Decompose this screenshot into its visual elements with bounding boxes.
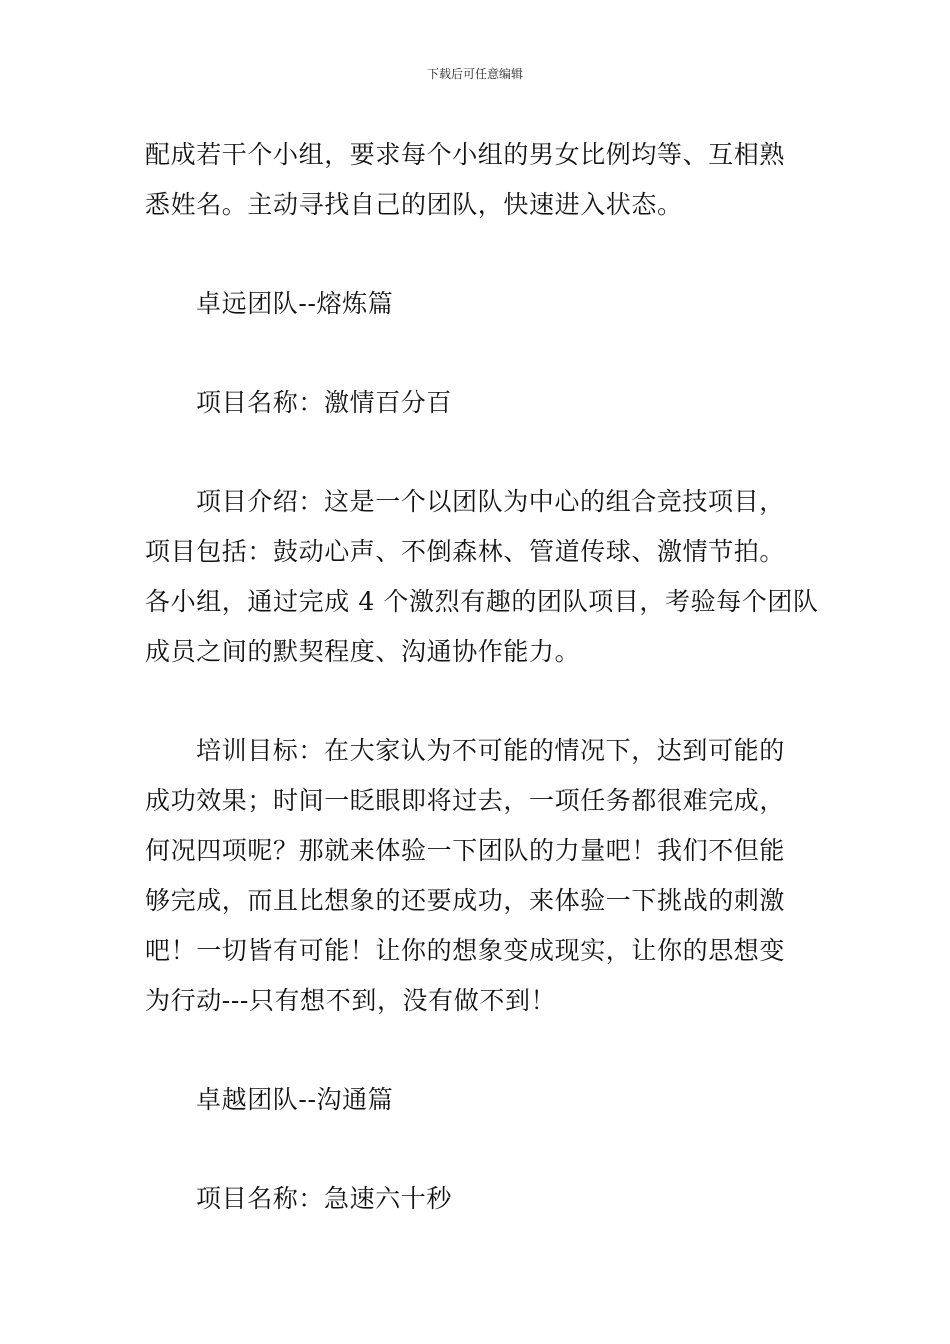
page-header: 下载后可任意编辑 [426, 67, 523, 81]
paragraph-gap [145, 677, 813, 726]
training-goal [145, 726, 813, 1026]
project-name-passion [145, 378, 813, 428]
text-line: 各小组，通过完成 4 个激烈有趣的团队项目，考验每个团队 [145, 587, 819, 616]
text-line: 悉姓名。主动寻找自己的团队，快速进入状态。 [145, 190, 683, 219]
text-line: 培训目标：在大家认为不可能的情况下，达到可能的 [196, 736, 785, 765]
text-line: 够完成，而且比想象的还要成功，来体验一下挑战的刺激 [145, 886, 786, 915]
text-line: 项目名称：急速六十秒 [196, 1184, 453, 1213]
text-line: 成员之间的默契程度、沟通协作能力。 [145, 637, 581, 666]
paragraph-grouping-intro [145, 130, 813, 230]
paragraph-gap [145, 230, 813, 279]
section-heading-forging [145, 279, 813, 329]
text-line: 吧！一切皆有可能！让你的想象变成现实，让你的思想变 [145, 936, 786, 965]
text-line: 为行动---只有想不到，没有做不到！ [145, 986, 557, 1015]
section-heading-communication [145, 1075, 813, 1125]
document-body [145, 130, 819, 1224]
project-introduction [145, 477, 819, 677]
text-line: 配成若干个小组，要求每个小组的男女比例均等、互相熟 [145, 140, 786, 169]
text-line: 项目介绍：这是一个以团队为中心的组合竞技项目， [196, 487, 785, 516]
project-name-sixty-seconds [145, 1174, 813, 1224]
text-line: 项目名称：激情百分百 [196, 388, 453, 417]
paragraph-gap [145, 329, 813, 378]
text-line: 卓越团队--沟通篇 [196, 1085, 394, 1114]
text-line: 成功效果；时间一眨眼即将过去，一项任务都很难完成， [145, 786, 786, 815]
paragraph-gap [145, 1026, 813, 1075]
paragraph-gap [145, 1125, 813, 1174]
text-line: 卓远团队--熔炼篇 [196, 289, 394, 318]
paragraph-gap [145, 428, 813, 477]
text-line: 项目包括：鼓动心声、不倒森林、管道传球、激情节拍。 [145, 537, 786, 566]
text-line: 何况四项呢？那就来体验一下团队的力量吧！我们不但能 [145, 836, 786, 865]
